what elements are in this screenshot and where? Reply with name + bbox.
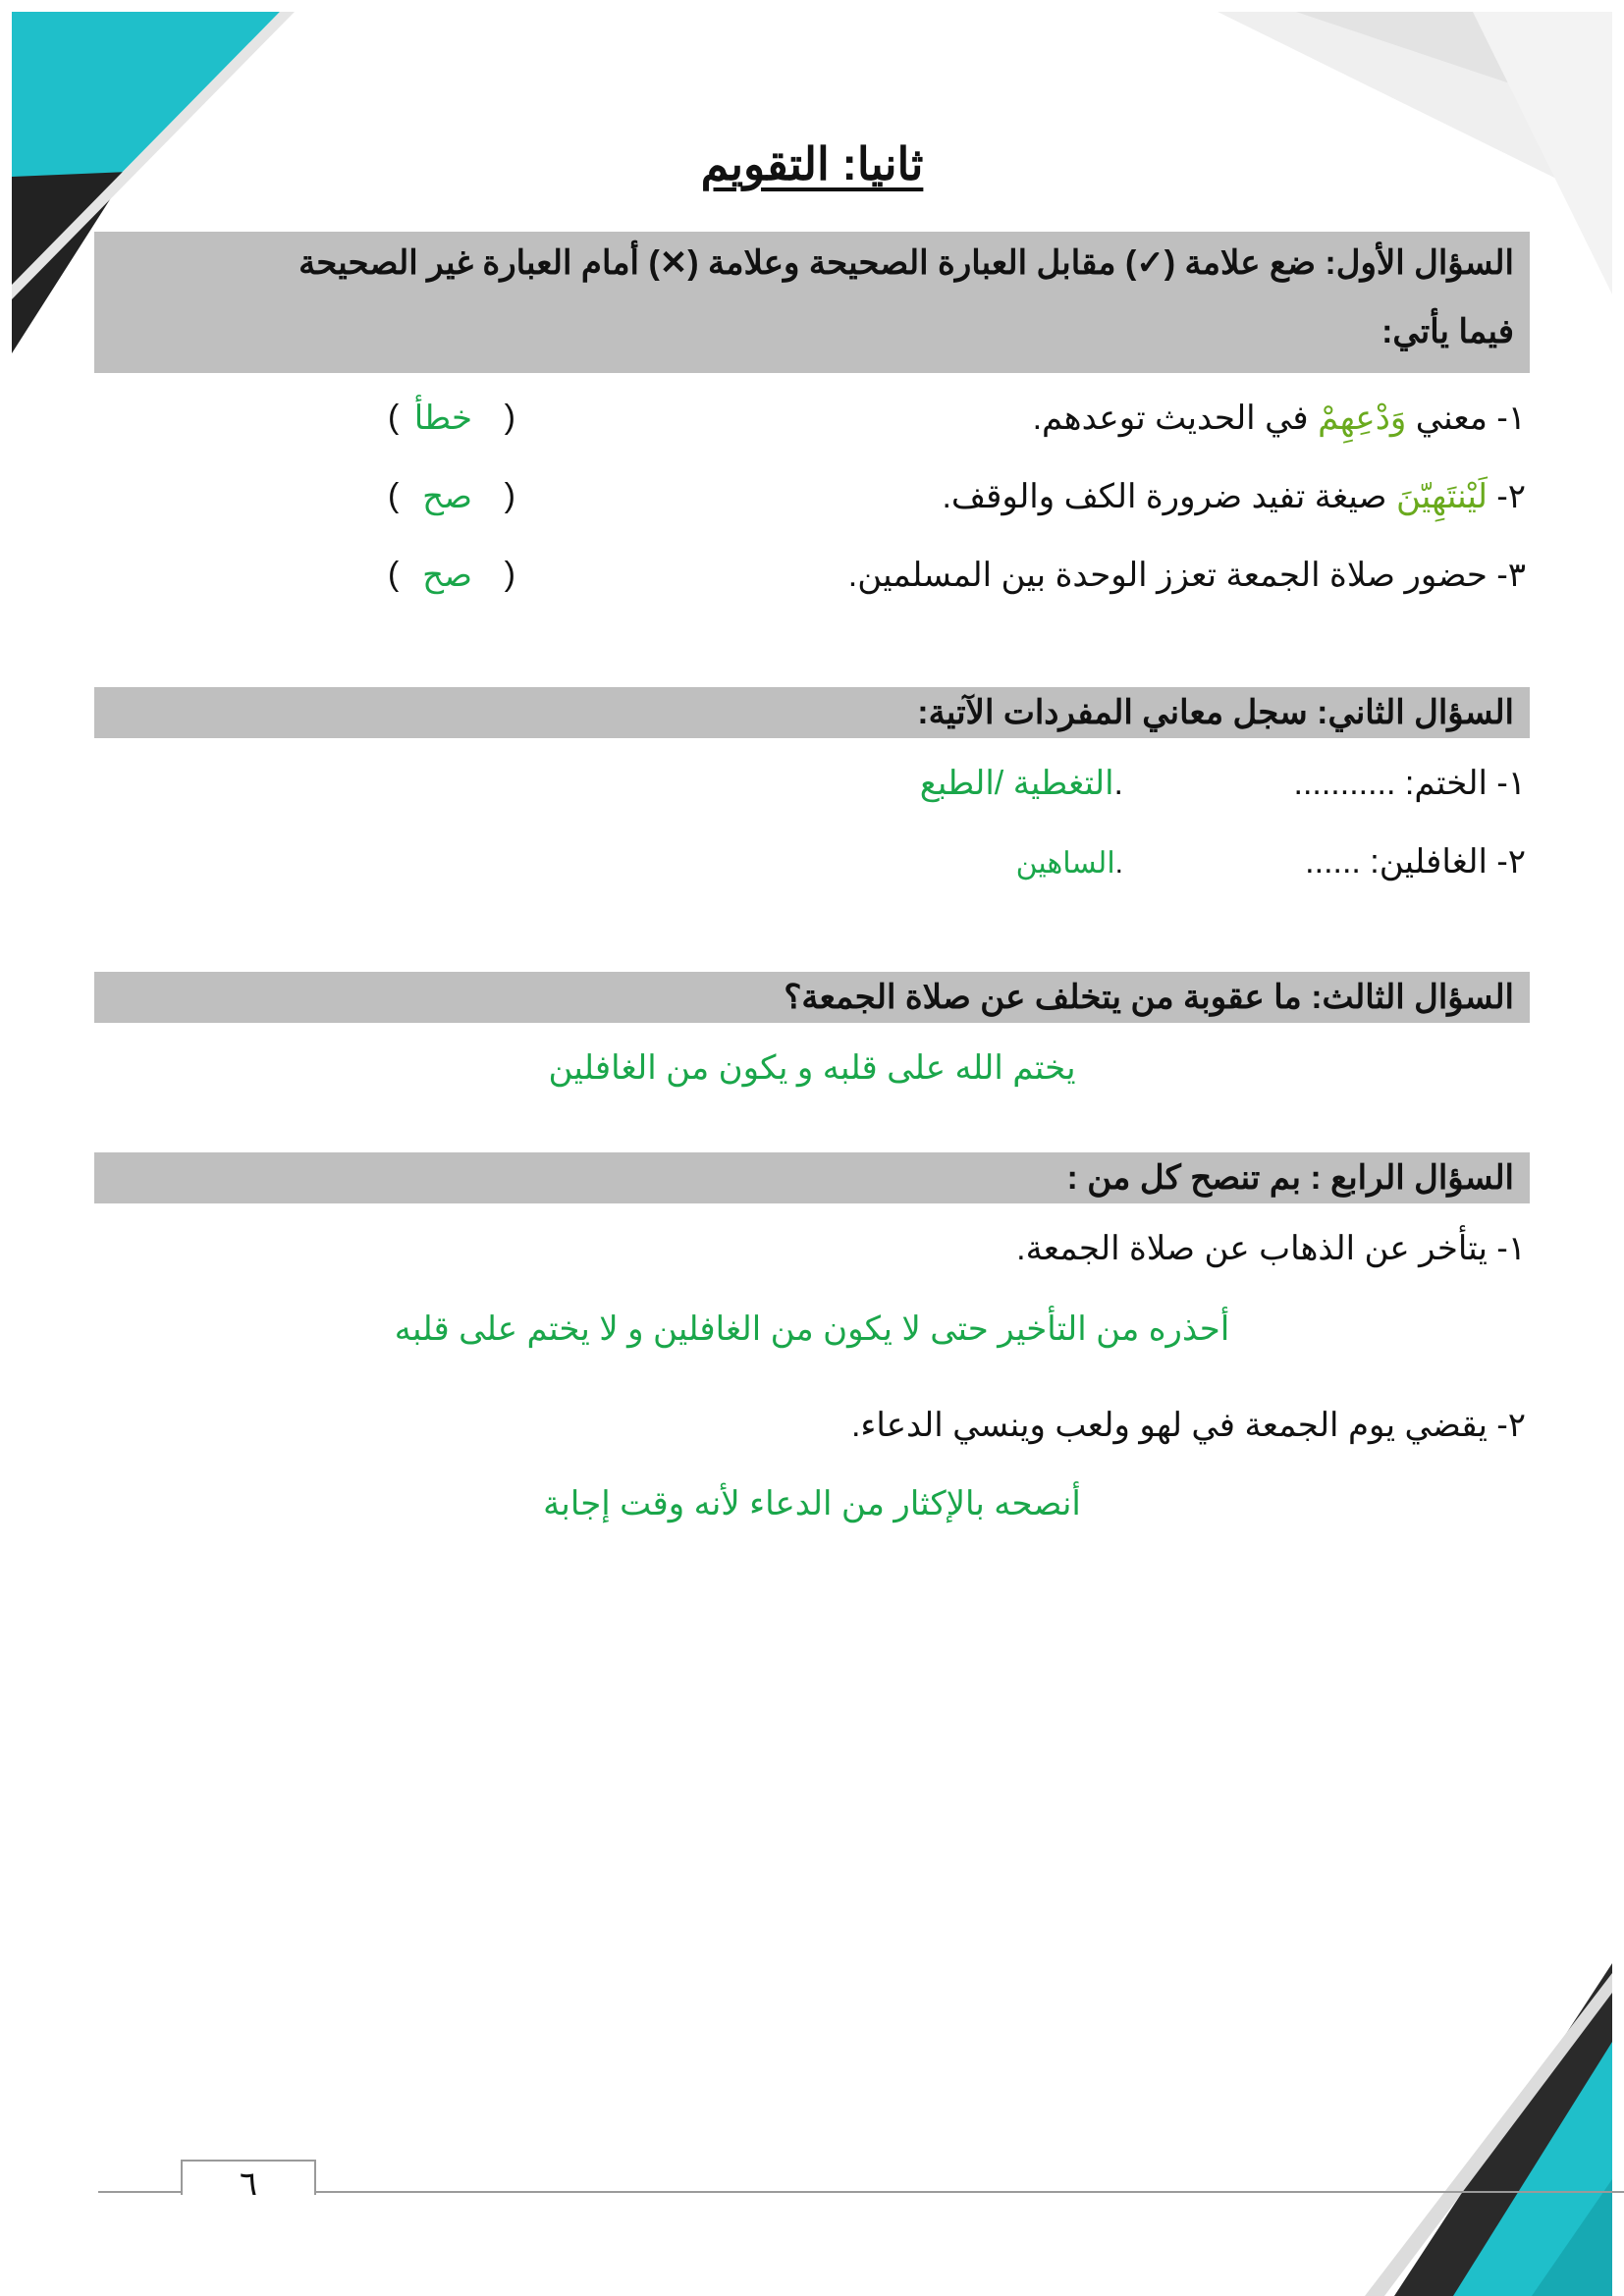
page-number: ٦ xyxy=(181,2160,316,2195)
question-2-title: السؤال الثاني: سجل معاني المفردات الآتية: xyxy=(917,694,1514,731)
q2-item-2: ٢- الغافلين: ...... xyxy=(1305,843,1526,881)
q1-item-1: ١- معني وَدْعِهِمْ في الحديث توعدهم. xyxy=(1032,400,1526,437)
question-3-title: السؤال الثالث: ما عقوبة من يتخلف عن صلاة الجمعة؟ xyxy=(784,979,1514,1016)
q1-item-2: ٢- لَيْنتَهِيّنَ صيغة تفيد ضرورة الكف والوقف. xyxy=(942,478,1526,515)
question-1-header xyxy=(94,232,1530,373)
q4-item-2: ٢- يقضي يوم الجمعة في لهو ولعب وينسي الدعاء. xyxy=(850,1407,1526,1444)
question-4-title: السؤال الرابع : بم تنصح كل من : xyxy=(1066,1159,1514,1197)
question-1-title-line-1: السؤال الأول: ضع علامة (✓) مقابل العبارة الصحيحة وعلامة (✕) أمام العبارة غير الصحيحة xyxy=(298,244,1514,282)
question-1-title-line-2: فيما يأتي: xyxy=(1381,313,1514,350)
footer-line xyxy=(98,2191,1624,2193)
q2-item-1-answer: .التغطية /الطبع xyxy=(919,765,1123,802)
q4-item-1: ١- يتأخر عن الذهاب عن صلاة الجمعة. xyxy=(1016,1230,1526,1267)
q4-item-2-answer: أنصحه بالإكثار من الدعاء لأنه وقت إجابة xyxy=(543,1485,1081,1522)
page-title: ثانيا: التقويم xyxy=(700,138,924,189)
worksheet-page: ثانيا: التقويم السؤال الأول: ضع علامة (✓) مقابل العبارة الصحيحة وعلامة (✕) أمام العبارة غير الصحيحة فيما يأتي: ١- معني وَدْعِهِمْ في الحديث توعدهم. ( خطأ ) ٢- لَيْنتَهِيّنَ صيغة تفيد ضرورة الكف والوقف. ( صح ) ٣- حضور صلاة الجمعة تعزز الوحدة بين المسلمين. ( صح ) السؤال الثاني: سجل معاني المفردات الآتية: ١- الختم: ........... .التغطية /الطبع ٢- الغافلين: ...... .الساهين السؤال الثالث: ما عقوبة من يتخلف عن صلاة الجمعة؟ يختم الله على قلبه و يكون من الغافلين السؤال الرابع : بم تنصح كل من : ١- يتأخر عن الذهاب عن صلاة الجمعة. أحذره من التأخير حتى لا يكون من الغافلين و لا يختم على قلبه ٢- يقضي يوم الجمعة في لهو ولعب وينسي الدعاء. أنصحه بالإكثار من الدعاء لأنه وقت إجابة ٦ xyxy=(0,0,1624,2296)
question-4-header xyxy=(94,1152,1530,1203)
q1-item-3: ٣- حضور صلاة الجمعة تعزز الوحدة بين المسلمين. xyxy=(847,557,1526,594)
question-3-answer: يختم الله على قلبه و يكون من الغافلين xyxy=(548,1049,1076,1087)
q2-item-2-answer: .الساهين xyxy=(1015,847,1123,880)
q2-item-1: ١- الختم: ........... xyxy=(1293,765,1526,802)
question-2-header xyxy=(94,687,1530,738)
q4-item-1-answer: أحذره من التأخير حتى لا يكون من الغافلين و لا يختم على قلبه xyxy=(394,1310,1230,1348)
question-3-header xyxy=(94,972,1530,1023)
